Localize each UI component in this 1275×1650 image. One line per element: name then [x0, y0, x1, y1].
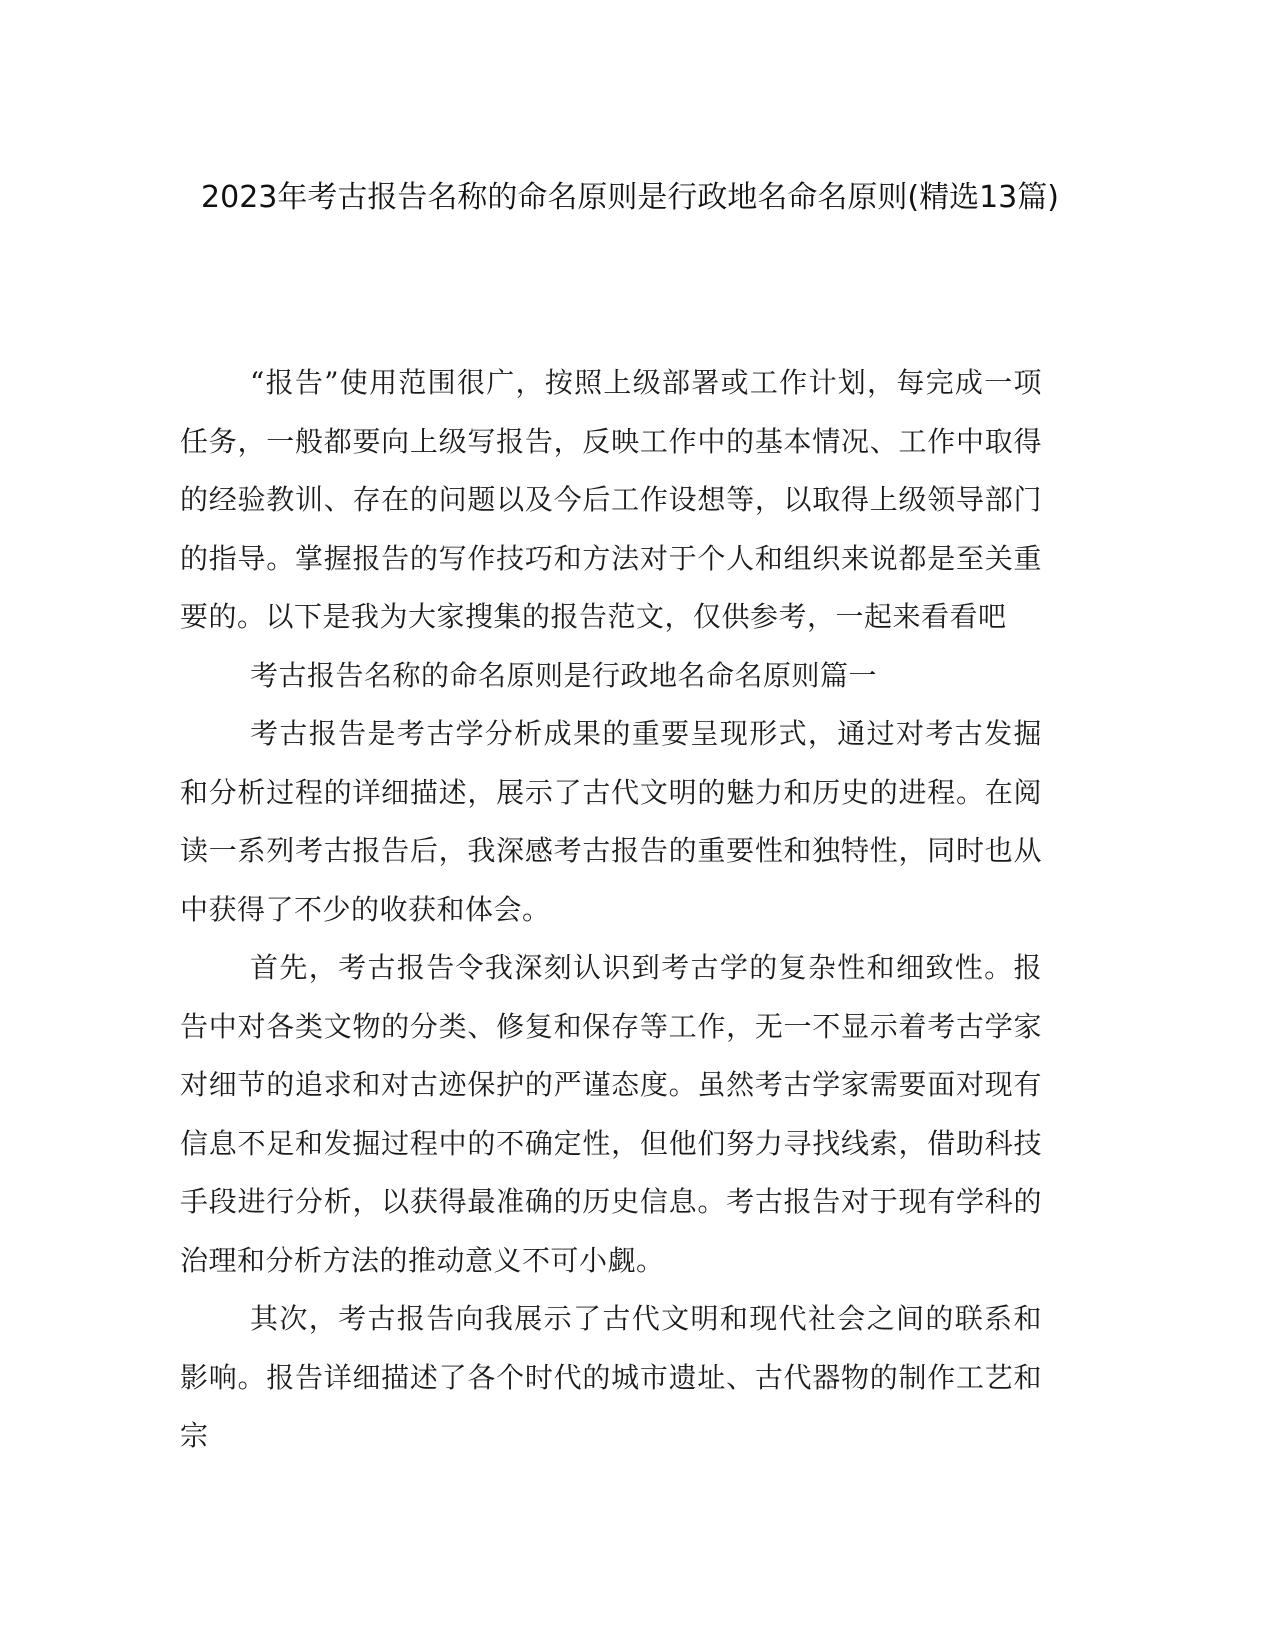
- intro-paragraph: “报告”使用范围很广，按照上级部署或工作计划，每完成一项任务，一般都要向上级写报告，反映工作中的基本情况、工作中取得的经验教训、存在的问题以及今后工作设想等，以取得上级领导部门的指导。掌握报告的写作技巧和方法对于个人和组织来说都是至关重要的。以下是我为大家搜集的报告范文，仅供参考，一起来看看吧: [180, 366, 1042, 633]
- document-body: [180, 354, 1042, 1466]
- body-paragraph: 考古报告是考古学分析成果的重要呈现形式，通过对考古发掘和分析过程的详细描述，展示了古代文明的魅力和历史的进程。在阅读一系列考古报告后，我深感考古报告的重要性和独特性，同时也从中获得了不少的收获和体会。: [180, 717, 1042, 926]
- body-paragraph: 首先，考古报告令我深刻认识到考古学的复杂性和细致性。报告中对各类文物的分类、修复和保存等工作，无一不显示着考古学家对细节的追求和对古迹保护的严谨态度。虽然考古学家需要面对现有信息不足和发掘过程中的不确定性，但他们努力寻找线索，借助科技手段进行分析，以获得最准确的历史信息。考古报告对于现有学科的治理和分析方法的推动意义不可小觑。: [180, 951, 1042, 1277]
- body-paragraph: 其次，考古报告向我展示了古代文明和现代社会之间的联系和影响。报告详细描述了各个时代的城市遗址、古代器物的制作工艺和宗: [180, 1302, 1042, 1452]
- section-heading: 考古报告名称的命名原则是行政地名命名原则篇一: [250, 658, 878, 692]
- document-title: 2023年考古报告名称的命名原则是行政地名命名原则(精选13篇): [201, 180, 1059, 215]
